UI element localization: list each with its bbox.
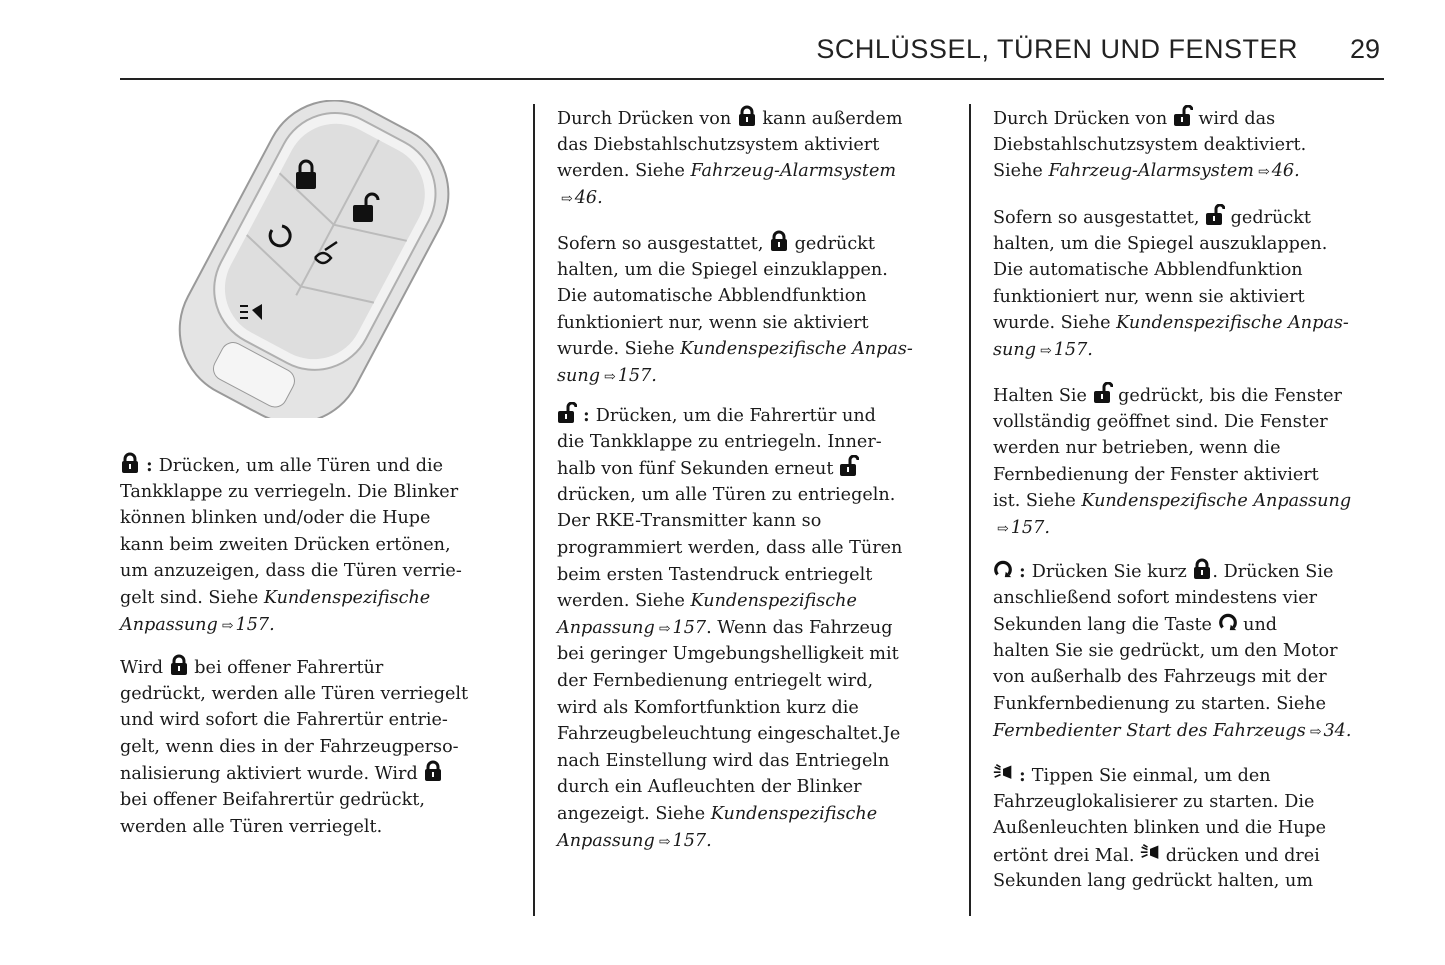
page-reference-arrow-icon: ⇨	[561, 190, 573, 207]
text: Wird	[120, 658, 169, 678]
text: Diebstahlschutzsystem deaktiviert.	[993, 134, 1307, 155]
text-line	[557, 283, 913, 310]
text: der Fernbedienung entriegelt wird,	[557, 670, 874, 691]
column-divider	[533, 104, 535, 916]
text: gedrückt	[789, 234, 875, 254]
text: Fahrzeuglokalisierer zu starten. Die	[993, 791, 1315, 812]
text-line	[557, 801, 902, 828]
page-reference-arrow-icon: ⇨	[603, 368, 616, 385]
italic-reference-text: Fernbedienter Start des Fahrzeugs	[993, 720, 1306, 741]
text: bei offener Fahrertür	[188, 658, 384, 678]
text: gelt, wenn dies in der Fahrzeugperso-	[120, 736, 459, 757]
text: gelt sind. Siehe	[120, 587, 264, 608]
text-line	[993, 462, 1351, 489]
italic-reference-text: sung	[993, 339, 1036, 360]
text-line	[557, 158, 903, 185]
text-line	[120, 760, 468, 787]
text: Die automatische Abblendfunktion	[993, 260, 1303, 281]
page-reference	[1036, 340, 1087, 360]
text-line	[993, 435, 1351, 462]
text-line	[993, 585, 1351, 612]
text: . Wenn das Fahrzeug	[706, 617, 893, 638]
text: Durch Drücken von	[993, 109, 1173, 129]
text: drücken, um alle Türen zu entriegeln.	[557, 484, 896, 505]
italic-reference-text: Anpassung	[557, 830, 655, 851]
text-line	[557, 185, 903, 212]
text-line	[993, 310, 1349, 337]
page-reference	[557, 188, 597, 208]
unlock-icon	[1205, 204, 1225, 226]
text: Sekunden lang die Taste	[993, 615, 1218, 636]
italic-reference-text: .	[1294, 161, 1300, 182]
italic-reference-text: Kundenspezifische Anpassung	[1081, 491, 1352, 512]
text-line	[557, 257, 913, 284]
text: angezeigt. Siehe	[557, 803, 711, 824]
text-line	[993, 284, 1349, 311]
italic-reference-text: Kundenspezifische	[690, 591, 857, 612]
text-line	[993, 257, 1349, 284]
icon-separator: :	[1013, 765, 1032, 786]
text-line	[557, 402, 902, 429]
column-divider	[969, 104, 971, 916]
text-line	[120, 734, 468, 761]
vehicle-locator-icon	[1140, 842, 1160, 864]
italic-reference-text: .	[651, 365, 657, 386]
page-reference-number: 157	[672, 830, 707, 851]
page-number: 29	[1350, 34, 1381, 64]
text: Außenleuchten blinken und die Hupe	[993, 818, 1327, 839]
text: durch ein Aufleuchten der Blinker	[557, 777, 862, 798]
italic-reference-text: Kundenspezifische	[710, 803, 878, 824]
paragraph-windows	[993, 382, 1351, 542]
text-line	[557, 363, 913, 390]
text-line	[557, 508, 902, 535]
text-line	[120, 654, 468, 681]
text: ist. Siehe	[993, 491, 1082, 512]
text: gedrückt, bis die Fenster	[1112, 386, 1342, 406]
text-line	[557, 641, 902, 668]
page-reference	[600, 366, 651, 386]
text: halten Sie sie gedrückt, um den Motor	[993, 640, 1338, 661]
lock-icon	[769, 230, 789, 252]
text: Funkfernbedienung zu starten. Siehe	[993, 693, 1327, 714]
text: Tankklappe zu verriegeln. Die Blinker	[120, 481, 459, 502]
text: drücken und drei	[1160, 845, 1320, 866]
italic-reference-text: .	[1044, 517, 1050, 538]
text: Drücken, um die Fahrertür und	[595, 406, 876, 426]
text: nalisierung aktiviert wurde. Wird	[120, 764, 424, 785]
text-line	[993, 515, 1351, 542]
text-line	[557, 828, 902, 855]
text-line	[120, 681, 468, 708]
text-line	[993, 664, 1351, 691]
text: Durch Drücken von	[557, 109, 737, 129]
text: Sofern so ausgestattet,	[993, 208, 1206, 228]
text-line	[993, 105, 1306, 132]
paragraph-unlock	[557, 402, 902, 854]
page-reference	[1254, 161, 1294, 181]
lock-icon	[423, 760, 443, 782]
text: kann beim zweiten Drücken ertönen,	[120, 534, 451, 555]
text-line	[993, 204, 1349, 231]
italic-reference-text: .	[269, 614, 275, 635]
text-line	[557, 748, 902, 775]
page-reference-number: 157	[672, 617, 707, 638]
text-line	[120, 707, 468, 734]
text: programmiert werden, dass alle Türen	[557, 537, 903, 558]
text: gedrückt, werden alle Türen verriegelt	[120, 683, 469, 704]
text: halten, um die Spiegel einzuklappen.	[557, 259, 888, 280]
italic-reference-text: .	[597, 187, 603, 208]
text: Drücken, um alle Türen und die	[158, 456, 444, 476]
italic-reference-text: Fahrzeug-Alarmsystem	[1048, 161, 1254, 182]
text-line	[557, 105, 903, 132]
paragraph-mirror-unfold	[993, 204, 1349, 364]
paragraph-lock-open-door	[120, 654, 468, 840]
unlock-icon	[1093, 382, 1113, 404]
text-line	[993, 718, 1351, 745]
text: kann außerdem	[756, 109, 903, 129]
text-line	[557, 429, 902, 456]
page-reference-number: 157	[235, 614, 270, 635]
vehicle-locator-icon	[993, 762, 1013, 784]
italic-reference-text: Anpassung	[120, 614, 218, 635]
text-line	[120, 612, 462, 639]
text: . Drücken Sie	[1212, 562, 1334, 582]
page-reference-arrow-icon: ⇨	[658, 620, 671, 637]
key-fob-illustration	[120, 100, 510, 418]
italic-reference-text: sung	[557, 365, 600, 386]
text-line	[993, 762, 1326, 789]
icon-separator: :	[1013, 561, 1032, 582]
text-line	[993, 868, 1326, 895]
page-reference-arrow-icon: ⇨	[658, 833, 671, 850]
text-line	[557, 455, 902, 482]
text-line	[993, 488, 1351, 515]
text: ertönt drei Mal.	[993, 845, 1141, 866]
text: das Diebstahlschutzsystem aktiviert	[557, 134, 880, 155]
text: vollständig geöffnet sind. Die Fenster	[993, 411, 1328, 432]
text-line	[993, 815, 1326, 842]
text-line	[557, 721, 902, 748]
lock-icon	[120, 452, 140, 474]
text-line	[557, 535, 902, 562]
text-line	[993, 231, 1349, 258]
text-line	[557, 774, 902, 801]
text-line	[993, 158, 1306, 185]
text-line	[120, 452, 462, 479]
italic-reference-text: Anpassung	[557, 617, 655, 638]
page-reference-number: 46	[574, 187, 598, 208]
text: bei geringer Umgebungshelligkeit mit	[557, 644, 899, 665]
text: Sofern so ausgestattet,	[557, 234, 770, 254]
text-line	[993, 558, 1351, 585]
text: Sekunden lang gedrückt halten, um	[993, 871, 1314, 892]
page-reference-number: 34	[1323, 720, 1346, 741]
paragraph-mirror-fold	[557, 230, 913, 390]
page-reference	[655, 618, 706, 638]
text: von außerhalb des Fahrzeugs mit der	[993, 667, 1327, 688]
text-line	[993, 337, 1349, 364]
page-reference	[218, 615, 269, 635]
text: können blinken und/oder die Hupe	[120, 508, 431, 529]
text: funktioniert nur, wenn sie aktiviert	[557, 312, 869, 333]
paragraph-theft-deterrent	[557, 105, 903, 211]
text: werden. Siehe	[557, 161, 691, 182]
text-line	[120, 532, 462, 559]
text-line	[993, 409, 1351, 436]
unlock-icon	[839, 455, 859, 477]
text-line	[557, 132, 903, 159]
page-reference-arrow-icon: ⇨	[1257, 164, 1270, 181]
italic-reference-text: Fahrzeug-Alarmsystem	[690, 161, 897, 182]
text-line	[993, 842, 1326, 869]
text: halten, um die Spiegel auszuklappen.	[993, 233, 1328, 254]
page-reference	[1306, 721, 1346, 741]
text: Fahrzeugbeleuchtung eingeschaltet.Je	[557, 724, 901, 745]
text: Siehe	[993, 161, 1049, 182]
page-reference-arrow-icon: ⇨	[997, 520, 1009, 537]
text-line	[993, 611, 1351, 638]
text: gedrückt	[1225, 208, 1311, 228]
text: um anzuzeigen, dass die Türen verrie-	[120, 561, 462, 582]
paragraph-theft-deactivate	[993, 105, 1306, 185]
text: wird als Komfortfunktion kurz die	[557, 697, 859, 718]
page-reference-number: 46	[1271, 161, 1295, 182]
text-line	[557, 588, 902, 615]
italic-reference-text: .	[1345, 720, 1352, 741]
icon-separator: :	[140, 455, 159, 476]
unlock-icon	[1173, 105, 1193, 127]
text: Tippen Sie einmal, um den	[1031, 766, 1271, 786]
page-reference-arrow-icon: ⇨	[1309, 723, 1322, 740]
text: und	[1237, 615, 1278, 636]
text-line	[557, 310, 913, 337]
text: wurde. Siehe	[993, 313, 1117, 334]
text-line	[557, 562, 902, 589]
text-line	[557, 668, 902, 695]
text: halb von fünf Sekunden erneut	[557, 459, 839, 480]
text: wird das	[1192, 109, 1276, 129]
text: werden nur betrieben, wenn die	[993, 438, 1281, 459]
text: wurde. Siehe	[557, 339, 681, 360]
text-line	[993, 691, 1351, 718]
text-line	[120, 505, 462, 532]
text-line	[993, 638, 1351, 665]
text-line	[557, 615, 902, 642]
section-title: SCHLÜSSEL, TÜREN UND FENSTER	[816, 34, 1298, 64]
text: Fernbedienung der Fenster aktiviert	[993, 464, 1319, 485]
lock-icon	[169, 654, 189, 676]
text: bei offener Beifahrertür gedrückt,	[120, 789, 425, 810]
italic-reference-text: .	[706, 830, 712, 851]
text: Die automatische Abblendfunktion	[557, 286, 867, 307]
text: anschließend sofort mindestens vier	[993, 587, 1318, 608]
page-reference-number: 157	[1053, 339, 1088, 360]
text: Drücken Sie kurz	[1031, 562, 1193, 582]
text-line	[120, 558, 462, 585]
text: und wird sofort die Fahrertür entrie-	[120, 710, 448, 731]
text-line	[120, 479, 462, 506]
text: funktioniert nur, wenn sie aktiviert	[993, 286, 1305, 307]
text-line	[557, 482, 902, 509]
text-line	[120, 585, 462, 612]
text-line	[557, 230, 913, 257]
text-line	[557, 695, 902, 722]
lock-icon	[1192, 558, 1212, 580]
italic-reference-text: Kundenspezifische Anpas-	[680, 339, 913, 360]
text-line	[993, 789, 1326, 816]
unlock-icon	[557, 402, 577, 424]
text-line	[120, 814, 468, 841]
text-line	[120, 787, 468, 814]
lock-icon	[737, 105, 757, 127]
text: werden. Siehe	[557, 591, 691, 612]
icon-separator: :	[577, 405, 596, 426]
page-reference-number: 157	[1010, 517, 1045, 538]
text: Halten Sie	[993, 386, 1093, 406]
paragraph-vehicle-locator	[993, 762, 1326, 895]
paragraph-lock	[120, 452, 462, 638]
page-reference-arrow-icon: ⇨	[1039, 342, 1052, 359]
paragraph-remote-start	[993, 558, 1351, 744]
page-reference	[655, 831, 706, 851]
text-line	[557, 336, 913, 363]
remote-start-icon	[1218, 611, 1238, 633]
italic-reference-text: Kundenspezifische Anpas-	[1116, 313, 1349, 334]
text: die Tankklappe zu entriegeln. Inner-	[557, 431, 882, 452]
text: beim ersten Tastendruck entriegelt	[557, 564, 873, 585]
italic-reference-text: .	[1087, 339, 1093, 360]
header-rule	[120, 78, 1384, 80]
text-line	[993, 382, 1351, 409]
page-reference	[993, 518, 1044, 538]
text-line	[993, 132, 1306, 159]
text: Der RKE-Transmitter kann so	[557, 511, 822, 532]
text: werden alle Türen verriegelt.	[120, 816, 383, 837]
remote-start-icon	[993, 558, 1013, 580]
page-reference-number: 157	[617, 365, 652, 386]
page-reference-arrow-icon: ⇨	[221, 617, 234, 634]
text: nach Einstellung wird das Entriegeln	[557, 750, 890, 771]
italic-reference-text: Kundenspezifische	[263, 587, 431, 608]
